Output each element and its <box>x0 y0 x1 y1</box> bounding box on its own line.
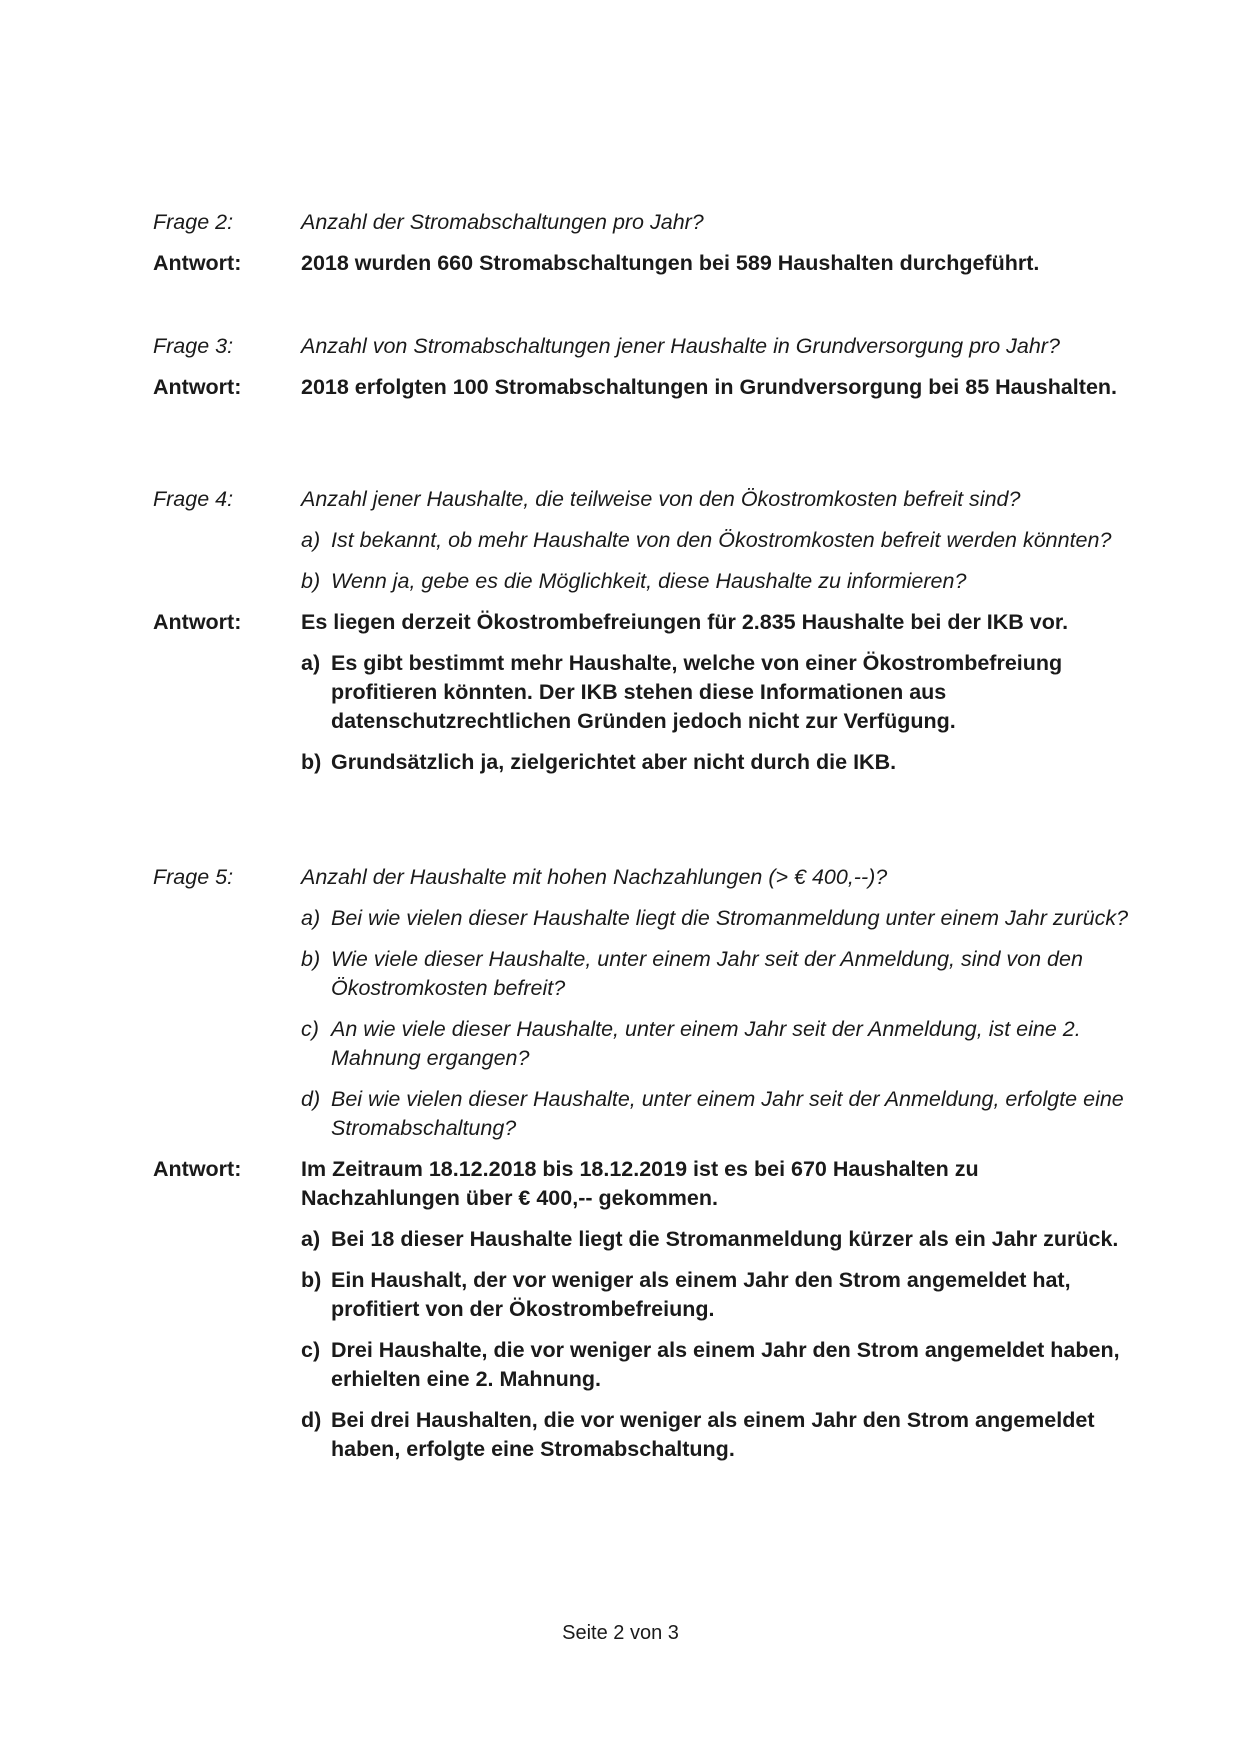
question-4-block <box>0 485 1241 777</box>
sub-key: d) <box>301 1408 322 1432</box>
sub-text: Es gibt bestimmt mehr Haushalte, welche von einer Ökostrombefreiung profitieren könnten. Der IKB stehen diese Informationen aus datenschutzrechtlichen Gründen jedoch nicht zur Verfügung. <box>331 651 1063 733</box>
sub-key: a) <box>301 906 321 930</box>
frage-3-label: Frage 3: <box>153 334 234 358</box>
sub-key: c) <box>301 1017 319 1041</box>
sub-text: Bei wie vielen dieser Haushalte, unter einem Jahr seit der Anmeldung, erfolgte eine Stromabschaltung? <box>331 1087 1124 1140</box>
sub-text: Wenn ja, gebe es die Möglichkeit, diese Haushalte zu informieren? <box>331 569 967 593</box>
sub-text: Ist bekannt, ob mehr Haushalte von den Ökostromkosten befreit werden könnten? <box>331 528 1112 552</box>
frage-4-sub-a <box>301 526 1157 555</box>
page-number: Seite 2 von 3 <box>562 1622 679 1644</box>
antwort-5-sub-a <box>301 1225 1157 1254</box>
sub-key: b) <box>301 569 321 593</box>
antwort-3-text: 2018 erfolgten 100 Stromabschaltungen in Grundversorgung bei 85 Haushalten. <box>301 375 1118 399</box>
sub-key: b) <box>301 1268 322 1292</box>
sub-key: a) <box>301 651 321 675</box>
sub-key: b) <box>301 947 321 971</box>
question-2-block <box>0 208 1241 278</box>
sub-text: An wie viele dieser Haushalte, unter einem Jahr seit der Anmeldung, ist eine 2. Mahnung ergangen? <box>331 1017 1081 1070</box>
sub-key: c) <box>301 1338 321 1362</box>
sub-text: Bei 18 dieser Haushalte liegt die Stromanmeldung kürzer als ein Jahr zurück. <box>331 1227 1119 1251</box>
sub-key: d) <box>301 1087 321 1111</box>
frage-4-sub-b <box>301 567 1157 596</box>
sub-text: Drei Haushalte, die vor weniger als einem Jahr den Strom angemeldet haben, erhielten eine 2. Mahnung. <box>331 1338 1120 1391</box>
antwort-5-sub-b <box>301 1266 1157 1324</box>
frage-5-sub-c <box>301 1015 1157 1073</box>
antwort-5-row <box>0 1155 1241 1213</box>
frage-5-text: Anzahl der Haushalte mit hohen Nachzahlungen (> € 400,--)? <box>301 865 888 889</box>
frage-3-text: Anzahl von Stromabschaltungen jener Haushalte in Grundversorgung pro Jahr? <box>301 334 1060 358</box>
antwort-5-label: Antwort: <box>153 1157 242 1181</box>
frage-5-sub-d <box>301 1085 1157 1143</box>
frage-4-row <box>0 485 1241 514</box>
frage-2-label: Frage 2: <box>153 210 234 234</box>
antwort-4-label: Antwort: <box>153 610 242 634</box>
sub-key: b) <box>301 750 322 774</box>
frage-5-row <box>0 863 1241 892</box>
question-5-block <box>0 863 1241 1464</box>
antwort-5-text: Im Zeitraum 18.12.2018 bis 18.12.2019 ist es bei 670 Haushalten zu Nachzahlungen über € 400,-- gekommen. <box>301 1157 979 1210</box>
sub-text: Bei wie vielen dieser Haushalte liegt die Stromanmeldung unter einem Jahr zurück? <box>331 906 1129 930</box>
sub-text: Wie viele dieser Haushalte, unter einem Jahr seit der Anmeldung, sind von den Ökostromkosten befreit? <box>331 947 1083 1000</box>
antwort-3-label: Antwort: <box>153 375 242 399</box>
sub-key: a) <box>301 528 321 552</box>
frage-4-text: Anzahl jener Haushalte, die teilweise von den Ökostromkosten befreit sind? <box>301 487 1021 511</box>
antwort-4-text: Es liegen derzeit Ökostrombefreiungen für 2.835 Haushalte bei der IKB vor. <box>301 610 1069 634</box>
sub-text: Grundsätzlich ja, zielgerichtet aber nicht durch die IKB. <box>331 750 897 774</box>
antwort-3-row <box>0 373 1241 402</box>
sub-text: Ein Haushalt, der vor weniger als einem Jahr den Strom angemeldet hat, profitiert von der Ökostrombefreiung. <box>331 1268 1071 1321</box>
antwort-4-sub-b <box>301 748 1157 777</box>
antwort-4-row <box>0 608 1241 637</box>
frage-5-sub-a <box>301 904 1157 933</box>
antwort-5-sub-c <box>301 1336 1157 1394</box>
frage-5-sub-b <box>301 945 1157 1003</box>
sub-key: a) <box>301 1227 321 1251</box>
antwort-4-sub-a <box>301 649 1157 736</box>
frage-5-label: Frage 5: <box>153 865 234 889</box>
antwort-2-label: Antwort: <box>153 251 242 275</box>
antwort-2-text: 2018 wurden 660 Stromabschaltungen bei 589 Haushalten durchgeführt. <box>301 251 1040 275</box>
frage-3-row <box>0 332 1241 361</box>
antwort-2-row <box>0 249 1241 278</box>
frage-4-label: Frage 4: <box>153 487 234 511</box>
question-3-block <box>0 332 1241 402</box>
sub-text: Bei drei Haushalten, die vor weniger als einem Jahr den Strom angemeldet haben, erfolgte eine Stromabschaltung. <box>331 1408 1095 1461</box>
frage-2-text: Anzahl der Stromabschaltungen pro Jahr? <box>301 210 704 234</box>
antwort-5-sub-d <box>301 1406 1157 1464</box>
frage-2-row <box>0 208 1241 237</box>
